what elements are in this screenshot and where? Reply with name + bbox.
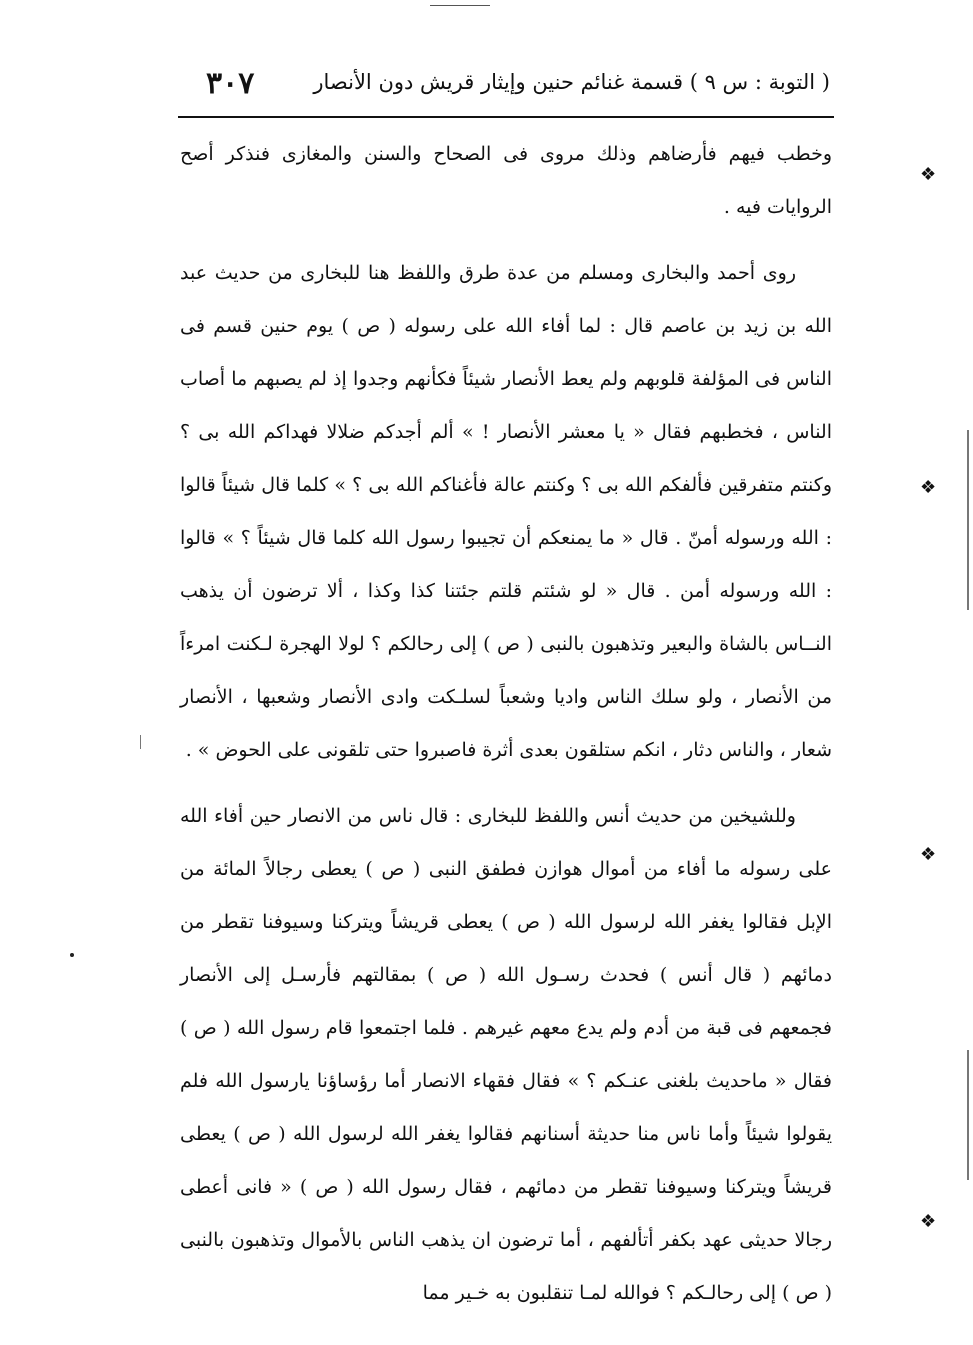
paragraph-gap	[180, 777, 832, 790]
main-text	[180, 128, 832, 1320]
paragraph: روى أحمد والبخارى ومسلم من عدة طرق واللفظ هنا للبخارى من حديث عبد الله بن زيد بن عاصم قال : لما أفاء الله على رسوله ( ص ) يوم حنين قسم فى الناس فى المؤلفة قلوبهم ولم يعط الأنصار شيئاً فكأنهم وجدوا إذ لم يصبهم ما أصاب الناس ، فخطبهم فقال « يا معشر الأنصار ! » ألم أجدكم ضلالا فهداكم الله بى ؟ وكنتم متفرقين فألفكم الله بى ؟ وكنتم عالة فأغناكم الله بى ؟ » كلما قال شيئاً قالوا : الله ورسوله أمنّ . قال « ما يمنعكم أن تجيبوا رسول الله كلما قال شيئاً ؟ » قالوا : الله ورسوله أمن . قال « لو شئتم قلتم جئتنا كذا وكذا ، ألا ترضون أن يذهب النــاس بالشاة والبعير وتذهبون بالنبى ( ص ) إلى رحالكم ؟ لولا الهجرة لـكنت امرءاً من الأنصار ، ولو سلك الناس واديا وشعباً لسلـكت وادى الأنصار وشعبها ، الأنصار شعار ، والناس دثار ، انكم ستلقون بعدى أثرة فاصبروا حتى تلقونى على الحوض » .	[180, 262, 832, 761]
scan-edge-mark	[967, 1050, 969, 1180]
paragraph-gap	[180, 234, 832, 247]
top-edge-rule	[430, 5, 490, 6]
running-header-title: ( التوبة : س ٩ ) قسمة غنائم حنين وإيثار قريش دون الأنصار	[313, 70, 830, 94]
scan-edge-mark	[140, 735, 141, 749]
header-rule	[178, 116, 834, 118]
page-number: ٣٠٧	[206, 66, 255, 101]
margin-ornament-icon: ❖	[920, 477, 937, 498]
running-header	[178, 66, 830, 106]
scan-speck	[70, 953, 74, 957]
margin-ornament-icon: ❖	[920, 1211, 937, 1232]
paragraph: وللشيخين من حديث أنس واللفظ للبخارى : قال ناس من الانصار حين أفاء الله على رسوله ما أفاء من أموال هوازن فطفق النبى ( ص ) يعطى رجالاً المائة من الإبل فقالوا يغفر الله لرسول الله ( ص ) يعطى قريشاً ويتركنا وسيوفنا تقطر من دمائهم ( قال أنس ) فحدث رسـول الله ( ص ) بمقالتهم فأرسـل إلى الأنصار فجمعهم فى قبة من أدم ولم يدع معهم غيرهم . فلما اجتمعوا قام رسول الله ( ص ) فقال « ماحديث بلغنى عنـكم ؟ » فقال فقهاء الانصار أما رؤساؤنا يارسول الله فلم يقولوا شيئاً وأما ناس منا حديثة أسنانهم فقالوا يغفر الله لرسول الله ( ص ) يعطى قريشاً ويتركنا وسيوفنا تقطر من دمائهم ، فقال رسول الله ( ص ) « فانى أعطى رجالا حديثى عهد بكفر أتألفهم ، أما ترضون ان يذهب الناس بالأموال وتذهبون بالنبى ( ص ) إلى رحالـكم ؟ فوالله لمـا تنقلبون به خـير مما	[180, 805, 832, 1304]
margin-ornament-icon: ❖	[920, 164, 937, 185]
margin-ornament-icon: ❖	[920, 844, 937, 865]
paragraph: وخطب فيهم فأرضاهم وذلك مروى فى الصحاح والسنن والمغازى فنذكر أصح الروايات فيه .	[180, 143, 832, 218]
scan-edge-mark	[967, 430, 969, 610]
